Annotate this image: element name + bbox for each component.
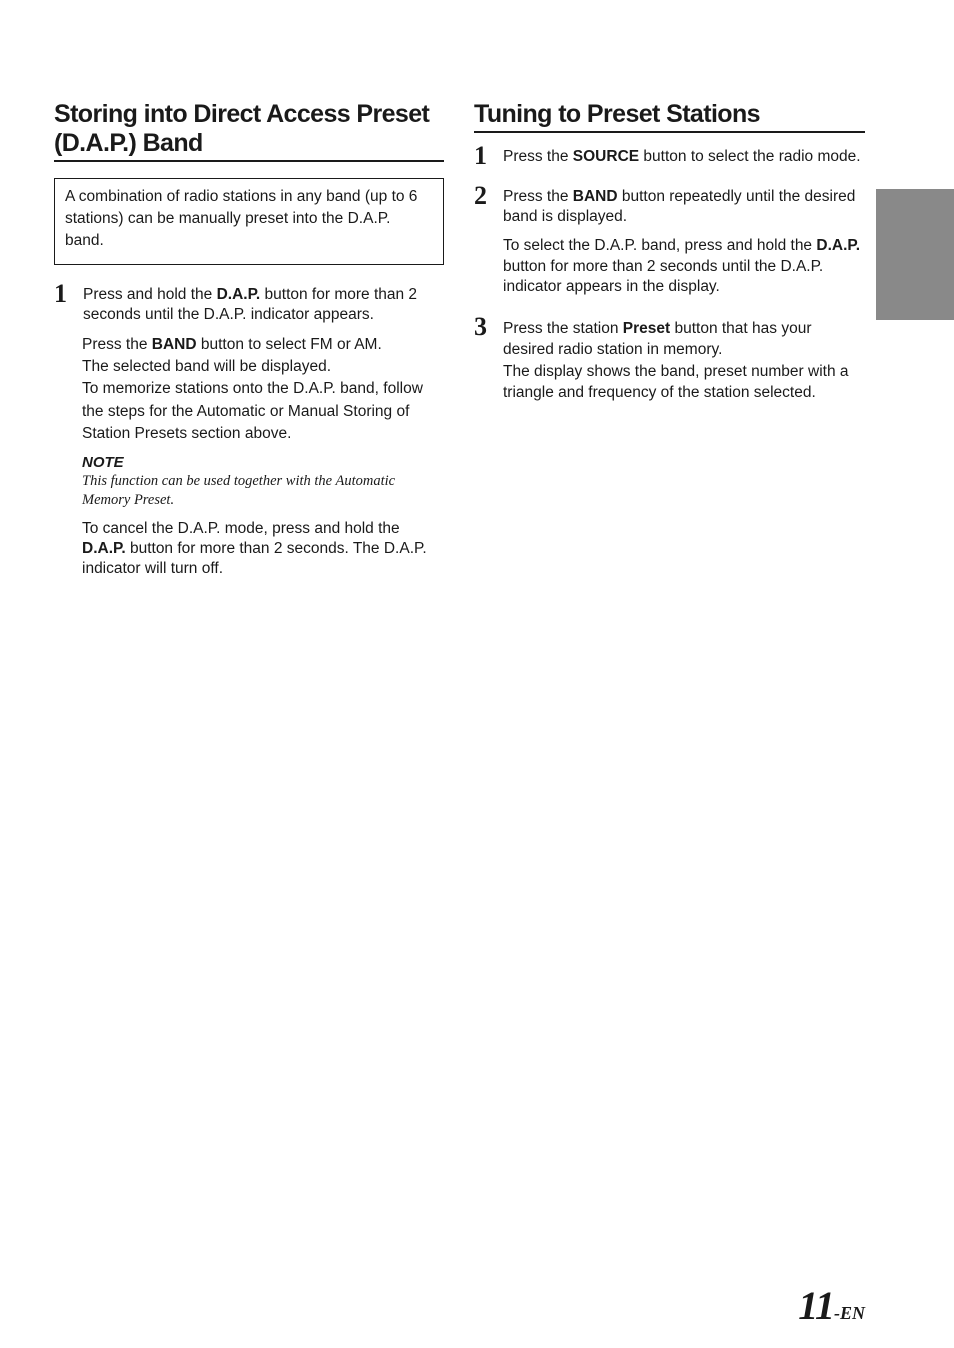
note-label: NOTE <box>82 453 124 471</box>
display-description: The display shows the band, preset number with a triangle and frequency of the station selected. <box>503 362 849 401</box>
step-text: Press and hold the D.A.P. button for more than 2 seconds until the D.A.P. indicator appears. <box>83 286 418 323</box>
section-title-preset-tuning: Tuning to Preset Stations <box>474 100 865 133</box>
step-number: 1 <box>54 279 67 308</box>
step-number: 3 <box>474 311 487 341</box>
right-column <box>474 100 865 404</box>
left-column <box>54 100 444 579</box>
preset-button-ref: Preset <box>622 319 671 337</box>
dap-button-ref: D.A.P. <box>216 286 261 303</box>
section-title-dap <box>54 100 444 162</box>
step-text: Press the BAND button repeatedly until the desired band is displayed. <box>503 188 856 225</box>
step-number: 1 <box>474 141 487 170</box>
source-button-ref: SOURCE <box>572 148 640 165</box>
section-tab-marker <box>876 189 954 320</box>
tuning-step-2-detail: To select the D.A.P. band, press and hold the D.A.P. button for more than 2 seconds until the D.A.P. indicator appears in the display. <box>503 237 861 295</box>
page-language-suffix: -EN <box>834 1303 865 1323</box>
step-text: Press the station Preset button that has your desired radio station in memory. The display shows the band, preset number with a triangle and frequency of the station selected. <box>503 319 849 401</box>
step-number: 2 <box>474 181 487 210</box>
band-display-note: The selected band will be displayed. <box>82 358 332 375</box>
memorize-instruction: To memorize stations onto the D.A.P. band, follow the steps for the Automatic or Manual Storing of Station Presets section above. <box>82 380 423 442</box>
dap-button-ref: D.A.P. <box>82 539 126 557</box>
step-text: Press the SOURCE button to select the radio mode. <box>503 148 861 165</box>
section-title-dap-line2: (D.A.P.) Band <box>54 129 203 157</box>
band-button-ref: BAND <box>151 336 197 353</box>
tuning-step-1 <box>474 141 865 170</box>
note-text: This function can be used together with the Automatic Memory Preset. <box>82 472 396 508</box>
dap-step-1-details <box>54 334 444 579</box>
dap-button-ref: D.A.P. <box>816 237 861 254</box>
dap-step-1 <box>54 279 444 325</box>
intro-box: A combination of radio stations in any band (up to 6 stations) can be manually preset into the D.A.P. band. <box>54 178 444 265</box>
band-instruction: Press the BAND button to select FM or AM. <box>82 336 382 353</box>
band-button-ref: BAND <box>572 188 618 205</box>
tuning-step-3 <box>474 311 865 404</box>
page-number <box>798 1282 865 1329</box>
page-number-value: 11 <box>798 1283 834 1328</box>
section-title-dap-line1: Storing into Direct Access Preset <box>54 100 430 128</box>
cancel-instruction: To cancel the D.A.P. mode, press and hold the D.A.P. button for more than 2 seconds. The D.A.P. indicator will turn off. <box>82 519 427 577</box>
tuning-step-2 <box>474 181 865 227</box>
